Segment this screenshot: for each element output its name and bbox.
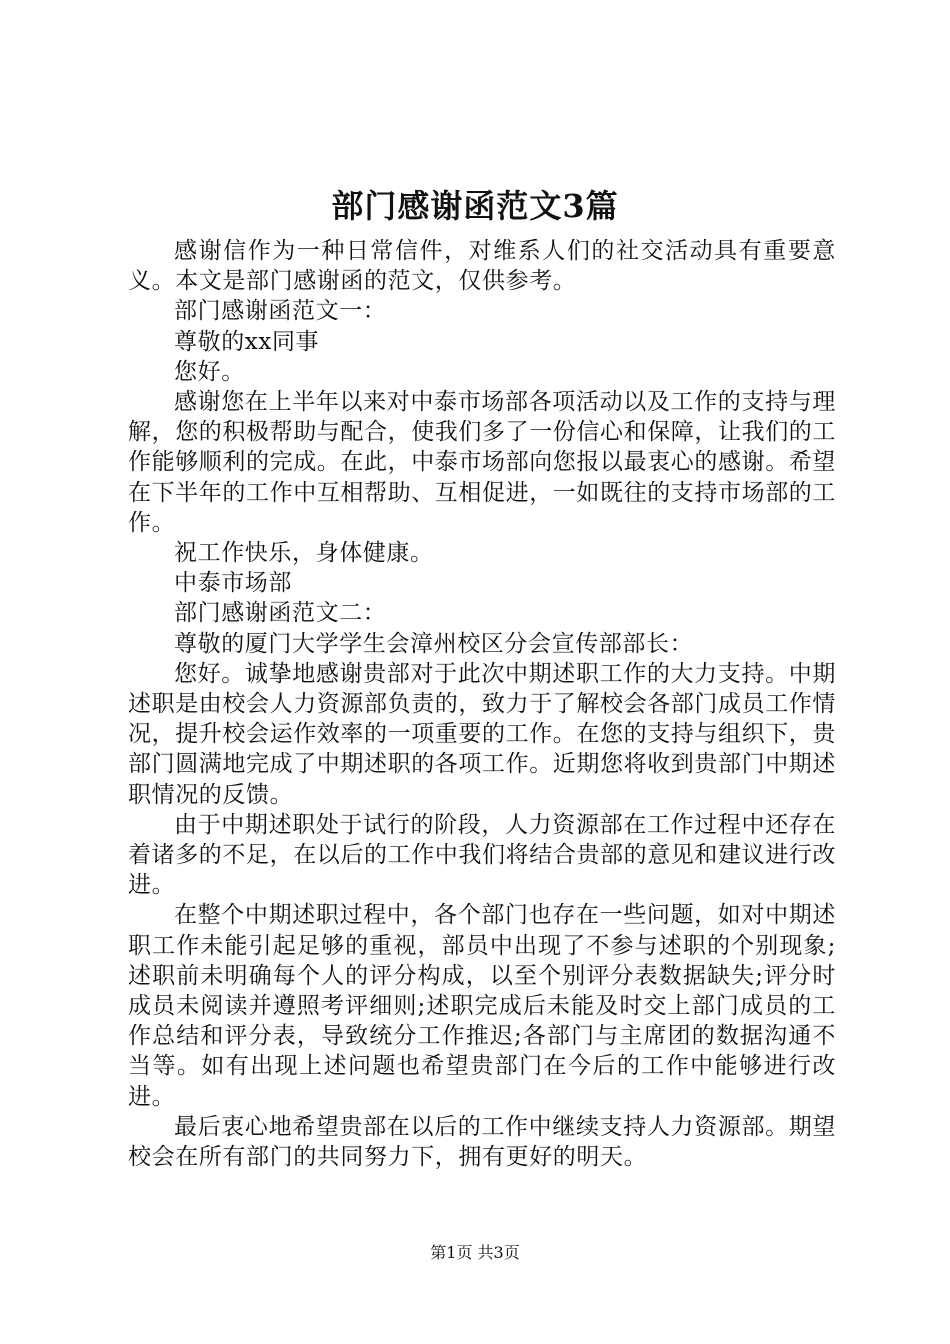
paragraph-wishes-one: 祝工作快乐，身体健康。 [174, 540, 434, 567]
paragraph-sample-two-heading: 部门感谢函范文二： [174, 600, 387, 627]
paragraph-body-two-b: 由于中期述职处于试行的阶段，人力资源部在工作过程中还存在着诸多的不足，在以后的工作中我们将结合贵部的意见和建议进行改进。 [128, 811, 836, 899]
paragraph-body-two-a: 您好。诚挚地感谢贵部对于此次中期述职工作的大力支持。中期述职是由校会人力资源部负责的，致力于了解校会各部门成员工作情况，提升校会运作效率的一项重要的工作。在您的支持与组织下，贵部门圆满地完成了中期述职的各项工作。近期您将收到贵部门中期述职情况的反馈。 [128, 660, 836, 808]
document-title: 部门感谢函范文3篇 [331, 187, 619, 225]
paragraph-sample-one-heading: 部门感谢函范文一： [174, 298, 387, 325]
paragraph-salutation-one: 尊敬的xx同事 [174, 328, 320, 355]
paragraph-salutation-two: 尊敬的厦门大学学生会漳州校区分会宣传部部长： [174, 630, 694, 657]
document-body [128, 236, 836, 1172]
paragraph-greeting-one: 您好。 [174, 358, 245, 385]
paragraph-signature-one: 中泰市场部 [174, 570, 292, 597]
paragraph-body-one: 感谢您在上半年以来对中泰市场部各项活动以及工作的支持与理解，您的积极帮助与配合，使我们多了一份信心和保障，让我们的工作能够顺利的完成。在此，中泰市场部向您报以最衷心的感谢。希望在下半年的工作中互相帮助、互相促进，一如既往的支持市场部的工作。 [128, 389, 836, 536]
page-footer: 第1页 共3页 [430, 1243, 520, 1262]
paragraph-body-two-c: 在整个中期述职过程中，各个部门也存在一些问题，如对中期述职工作未能引起足够的重视，部员中出现了不参与述职的个别现象;述职前未明确每个人的评分构成，以至个别评分表数据缺失;评分时成员未阅读并遵照考评细则;述职完成后未能及时交上部门成员的工作总结和评分表，导致统分工作推迟;各部门与主席团的数据沟通不当等。如有出现上述问题也希望贵部门在今后的工作中能够进行改进。 [128, 902, 836, 1110]
paragraph-intro: 感谢信作为一种日常信件，对维系人们的社交活动具有重要意义。本文是部门感谢函的范文，仅供参考。 [128, 238, 836, 295]
paragraph-body-two-d: 最后衷心地希望贵部在以后的工作中继续支持人力资源部。期望校会在所有部门的共同努力下，拥有更好的明天。 [128, 1113, 836, 1171]
